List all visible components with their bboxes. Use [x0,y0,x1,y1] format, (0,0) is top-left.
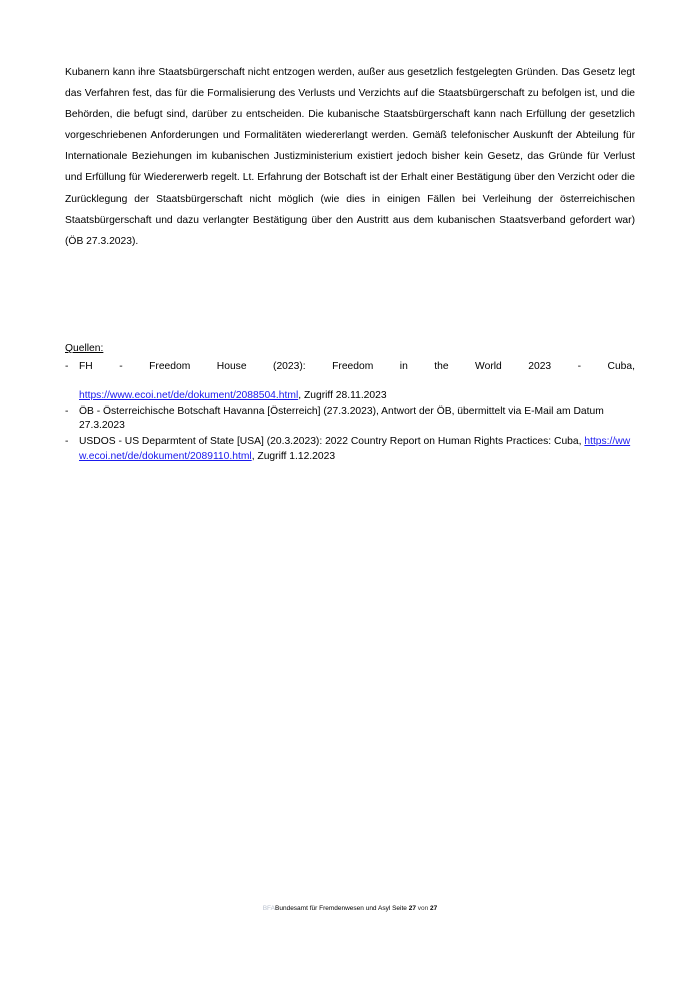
list-bullet: - [65,436,69,448]
source-access-note: , Zugriff 1.12.2023 [251,450,336,462]
footer-of-label: von [415,905,431,912]
footer-text: Bundesamt für Fremdenwesen und Asyl Seite [275,905,409,912]
main-text-block [65,62,635,252]
source-list [65,360,635,464]
source-link[interactable]: https://www.ecoi.net/de/dokument/2088504.html [79,390,299,402]
list-item [65,405,635,434]
source-text: FH - Freedom House (2023): Freedom in the World 2023 - Cuba, [79,361,635,372]
list-item [65,360,635,404]
source-entry [79,405,635,434]
list-bullet: - [65,361,69,372]
source-access-note: , Zugriff 28.11.2023 [298,390,387,402]
footer-total-pages: 27 [430,905,438,912]
source-link[interactable]: https://www.ecoi.net/de/dokument/2089110.html [79,436,631,462]
source-entry [79,435,635,464]
source-text: ÖB - Österreichische Botschaft Havanna [Österreich] (27.3.2023), Antwort der ÖB, übermittelt via E-Mail am Datum 27.3.2023 [79,405,604,432]
body-paragraph: Kubanern kann ihre Staatsbürgerschaft nicht entzogen werden, außer aus gesetzlich festgelegten Gründen. Das Gesetz legt das Verfahren fest, das für die Formalisierung des Verlusts und Verzichts auf die Staatsbürgerschaft zu befolgen ist, und die Behörden, die befugt sind, darüber zu entscheiden. Die kubanische Staatsbürgerschaft kann nach Erfüllung der gesetzlich vorgeschriebenen Anforderungen und Formalitäten wiedererlangt werden. Gemäß telefonischer Auskunft der Abteilung für Internationale Beziehungen im kubanischen Justizministerium existiert jedoch bisher kein Gesetz, das Gründe für Verlust und Erfüllung für Wiedererwerb regelt. Lt. Erfahrung der Botschaft ist der Erhalt einer Bestätigung über den Verzicht oder die Zurücklegung der Staatsbürgerschaft nicht möglich (wie dies in einigen Fällen bei Verleihung der österreichischen Staatsbürgerschaft und dazu verlangter Bestätigung über den Austritt aus dem kubanischen Staatsverband gefordert war) (ÖB 27.3.2023). [65,67,635,247]
footer-brand: BFA [262,905,276,912]
footer-page-number: 27 [408,905,416,912]
source-entry [79,360,635,404]
source-text: USDOS - US Deparmtent of State [USA] (20.3.2023): 2022 Country Report on Human Rights Practices: Cuba, [79,436,585,448]
list-item [65,435,635,464]
page-footer [0,905,700,912]
list-bullet: - [65,405,69,417]
sources-section [65,343,635,465]
sources-heading: Quellen: [65,343,104,354]
